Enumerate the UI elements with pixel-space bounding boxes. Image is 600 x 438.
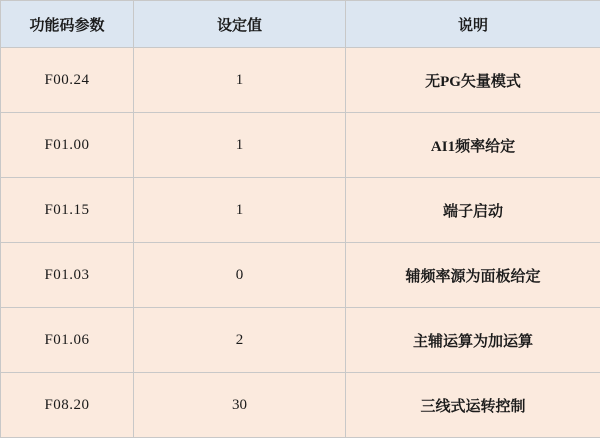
cell-function-code: F01.15: [1, 178, 134, 243]
cell-function-code: F01.00: [1, 113, 134, 178]
cell-description: 三线式运转控制: [346, 373, 600, 438]
cell-set-value: 30: [134, 373, 346, 438]
cell-description: AI1频率给定: [346, 113, 600, 178]
table-row: [1, 48, 600, 113]
cell-set-value: 1: [134, 113, 346, 178]
cell-description: 主辅运算为加运算: [346, 308, 600, 373]
cell-set-value: 2: [134, 308, 346, 373]
cell-function-code: F00.24: [1, 48, 134, 113]
table-row: [1, 308, 600, 373]
cell-set-value: 1: [134, 178, 346, 243]
cell-function-code: F01.03: [1, 243, 134, 308]
column-header-set-value: 设定值: [134, 1, 346, 48]
cell-set-value: 1: [134, 48, 346, 113]
cell-set-value: 0: [134, 243, 346, 308]
table-header: [1, 1, 600, 48]
table-row: [1, 113, 600, 178]
cell-function-code: F08.20: [1, 373, 134, 438]
cell-description: 辅频率源为面板给定: [346, 243, 600, 308]
table-row: [1, 373, 600, 438]
table-row: [1, 178, 600, 243]
table-body: [1, 48, 600, 438]
cell-function-code: F01.06: [1, 308, 134, 373]
cell-description: 端子启动: [346, 178, 600, 243]
column-header-function-code: 功能码参数: [1, 1, 134, 48]
table-header-row: [1, 1, 600, 48]
cell-description: 无PG矢量模式: [346, 48, 600, 113]
column-header-description: 说明: [346, 1, 600, 48]
table-row: [1, 243, 600, 308]
